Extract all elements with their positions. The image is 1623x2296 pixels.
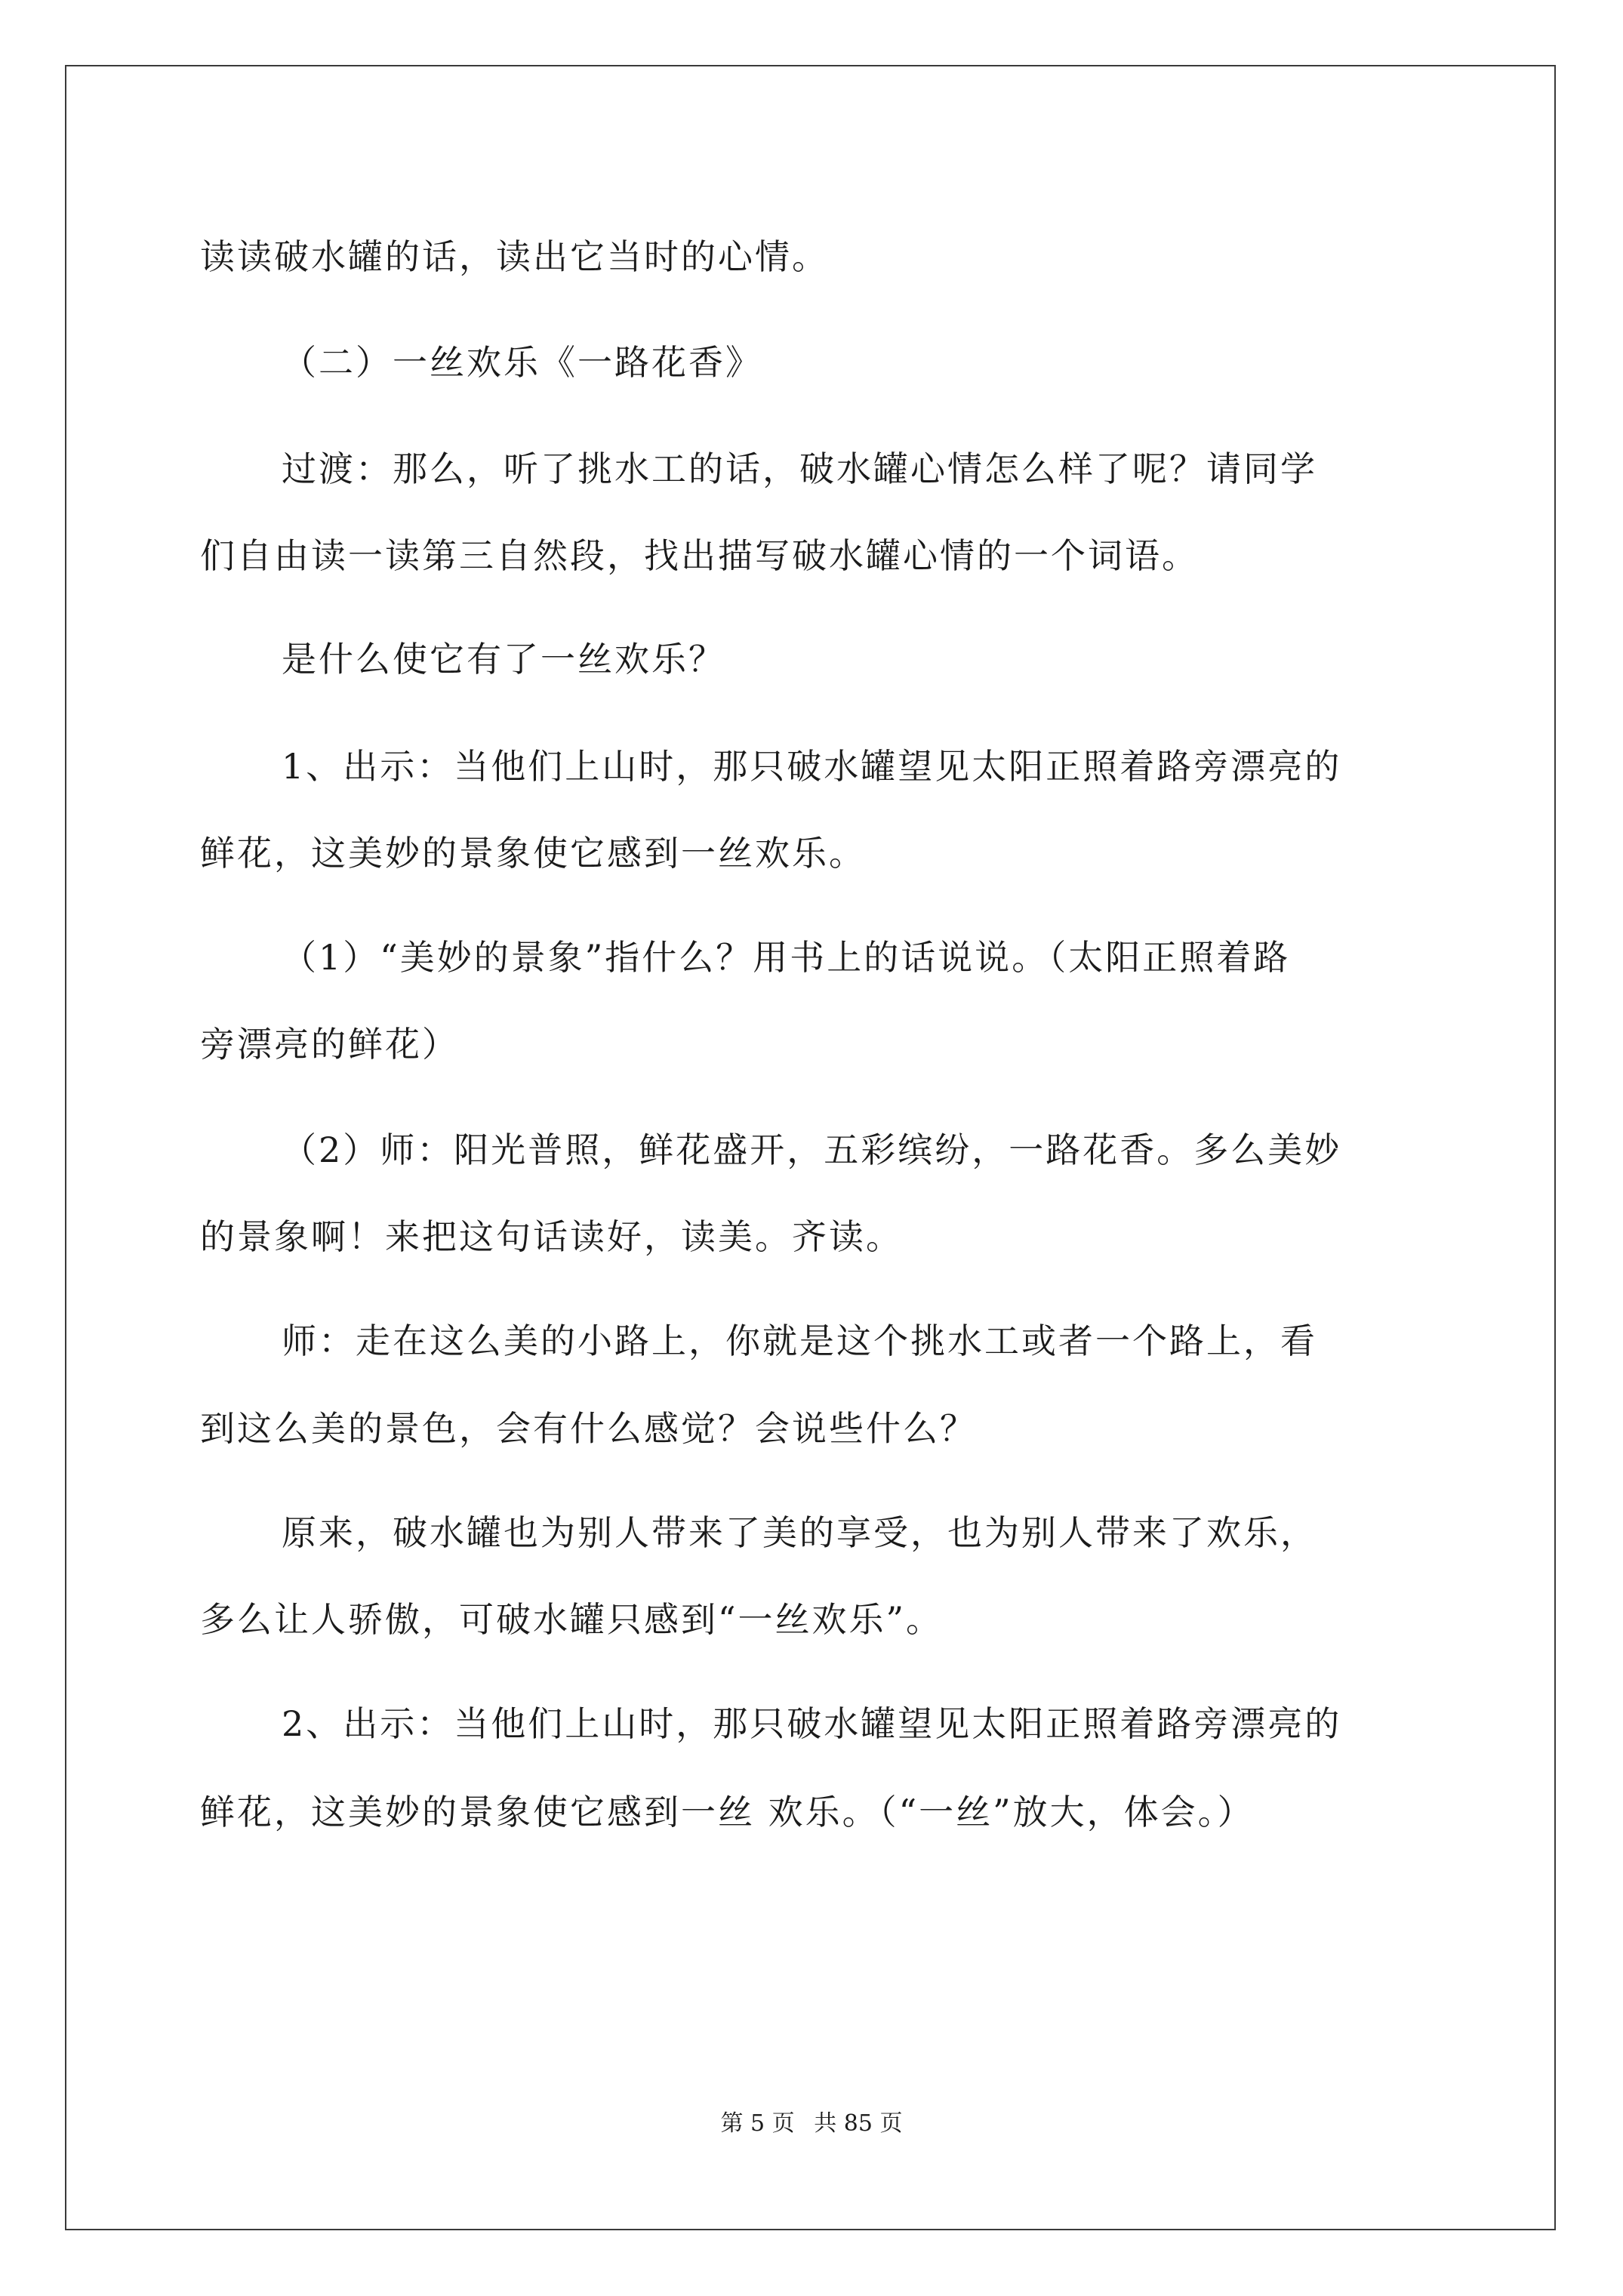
- text-line: 到这么美的景色，会有什么感觉？会说些什么？: [200, 1408, 977, 1449]
- text-line: 1、出示：当他们上山时，那只破水罐望见太阳正照着路旁漂亮的: [282, 746, 1342, 787]
- text-line: 师：走在这么美的小路上，你就是这个挑水工或者一个路上，看: [282, 1321, 1317, 1361]
- text-line: 们自由读一读第三自然段，找出描写破水罐心情的一个词语。: [200, 535, 1199, 576]
- text-line: 多么让人骄傲，可破水罐只感到“一丝欢乐”。: [200, 1599, 944, 1640]
- text-line: 旁漂亮的鲜花）: [200, 1024, 459, 1065]
- page-footer: [0, 2109, 1623, 2139]
- text-line: 的景象啊！来把这句话读好，读美。齐读。: [200, 1216, 903, 1257]
- text-line: （2）师：阳光普照，鲜花盛开，五彩缤纷，一路花香。多么美妙: [282, 1130, 1342, 1170]
- text-line: 鲜花，这美妙的景象使它感到一丝 欢乐。（“一丝”放大，体会。）: [200, 1792, 1255, 1832]
- text-line: 2、出示：当他们上山时，那只破水罐望见太阳正照着路旁漂亮的: [282, 1703, 1342, 1744]
- text-line: 是什么使它有了一丝欢乐？: [282, 639, 725, 680]
- section-heading: （二）一丝欢乐《一路花香》: [282, 342, 762, 383]
- text-line: 读读破水罐的话，读出它当时的心情。: [200, 236, 829, 277]
- text-line: （1）“美妙的景象”指什么？用书上的话说说。（太阳正照着路: [282, 937, 1291, 978]
- page-number: 第 5 页: [720, 2110, 795, 2137]
- text-line: 鲜花，这美妙的景象使它感到一丝欢乐。: [200, 833, 866, 874]
- page-total: 共 85 页: [814, 2110, 903, 2137]
- text-line: 过渡：那么，听了挑水工的话，破水罐心情怎么样了呢？请同学: [282, 448, 1317, 489]
- text-line: 原来，破水罐也为别人带来了美的享受，也为别人带来了欢乐，: [282, 1512, 1317, 1553]
